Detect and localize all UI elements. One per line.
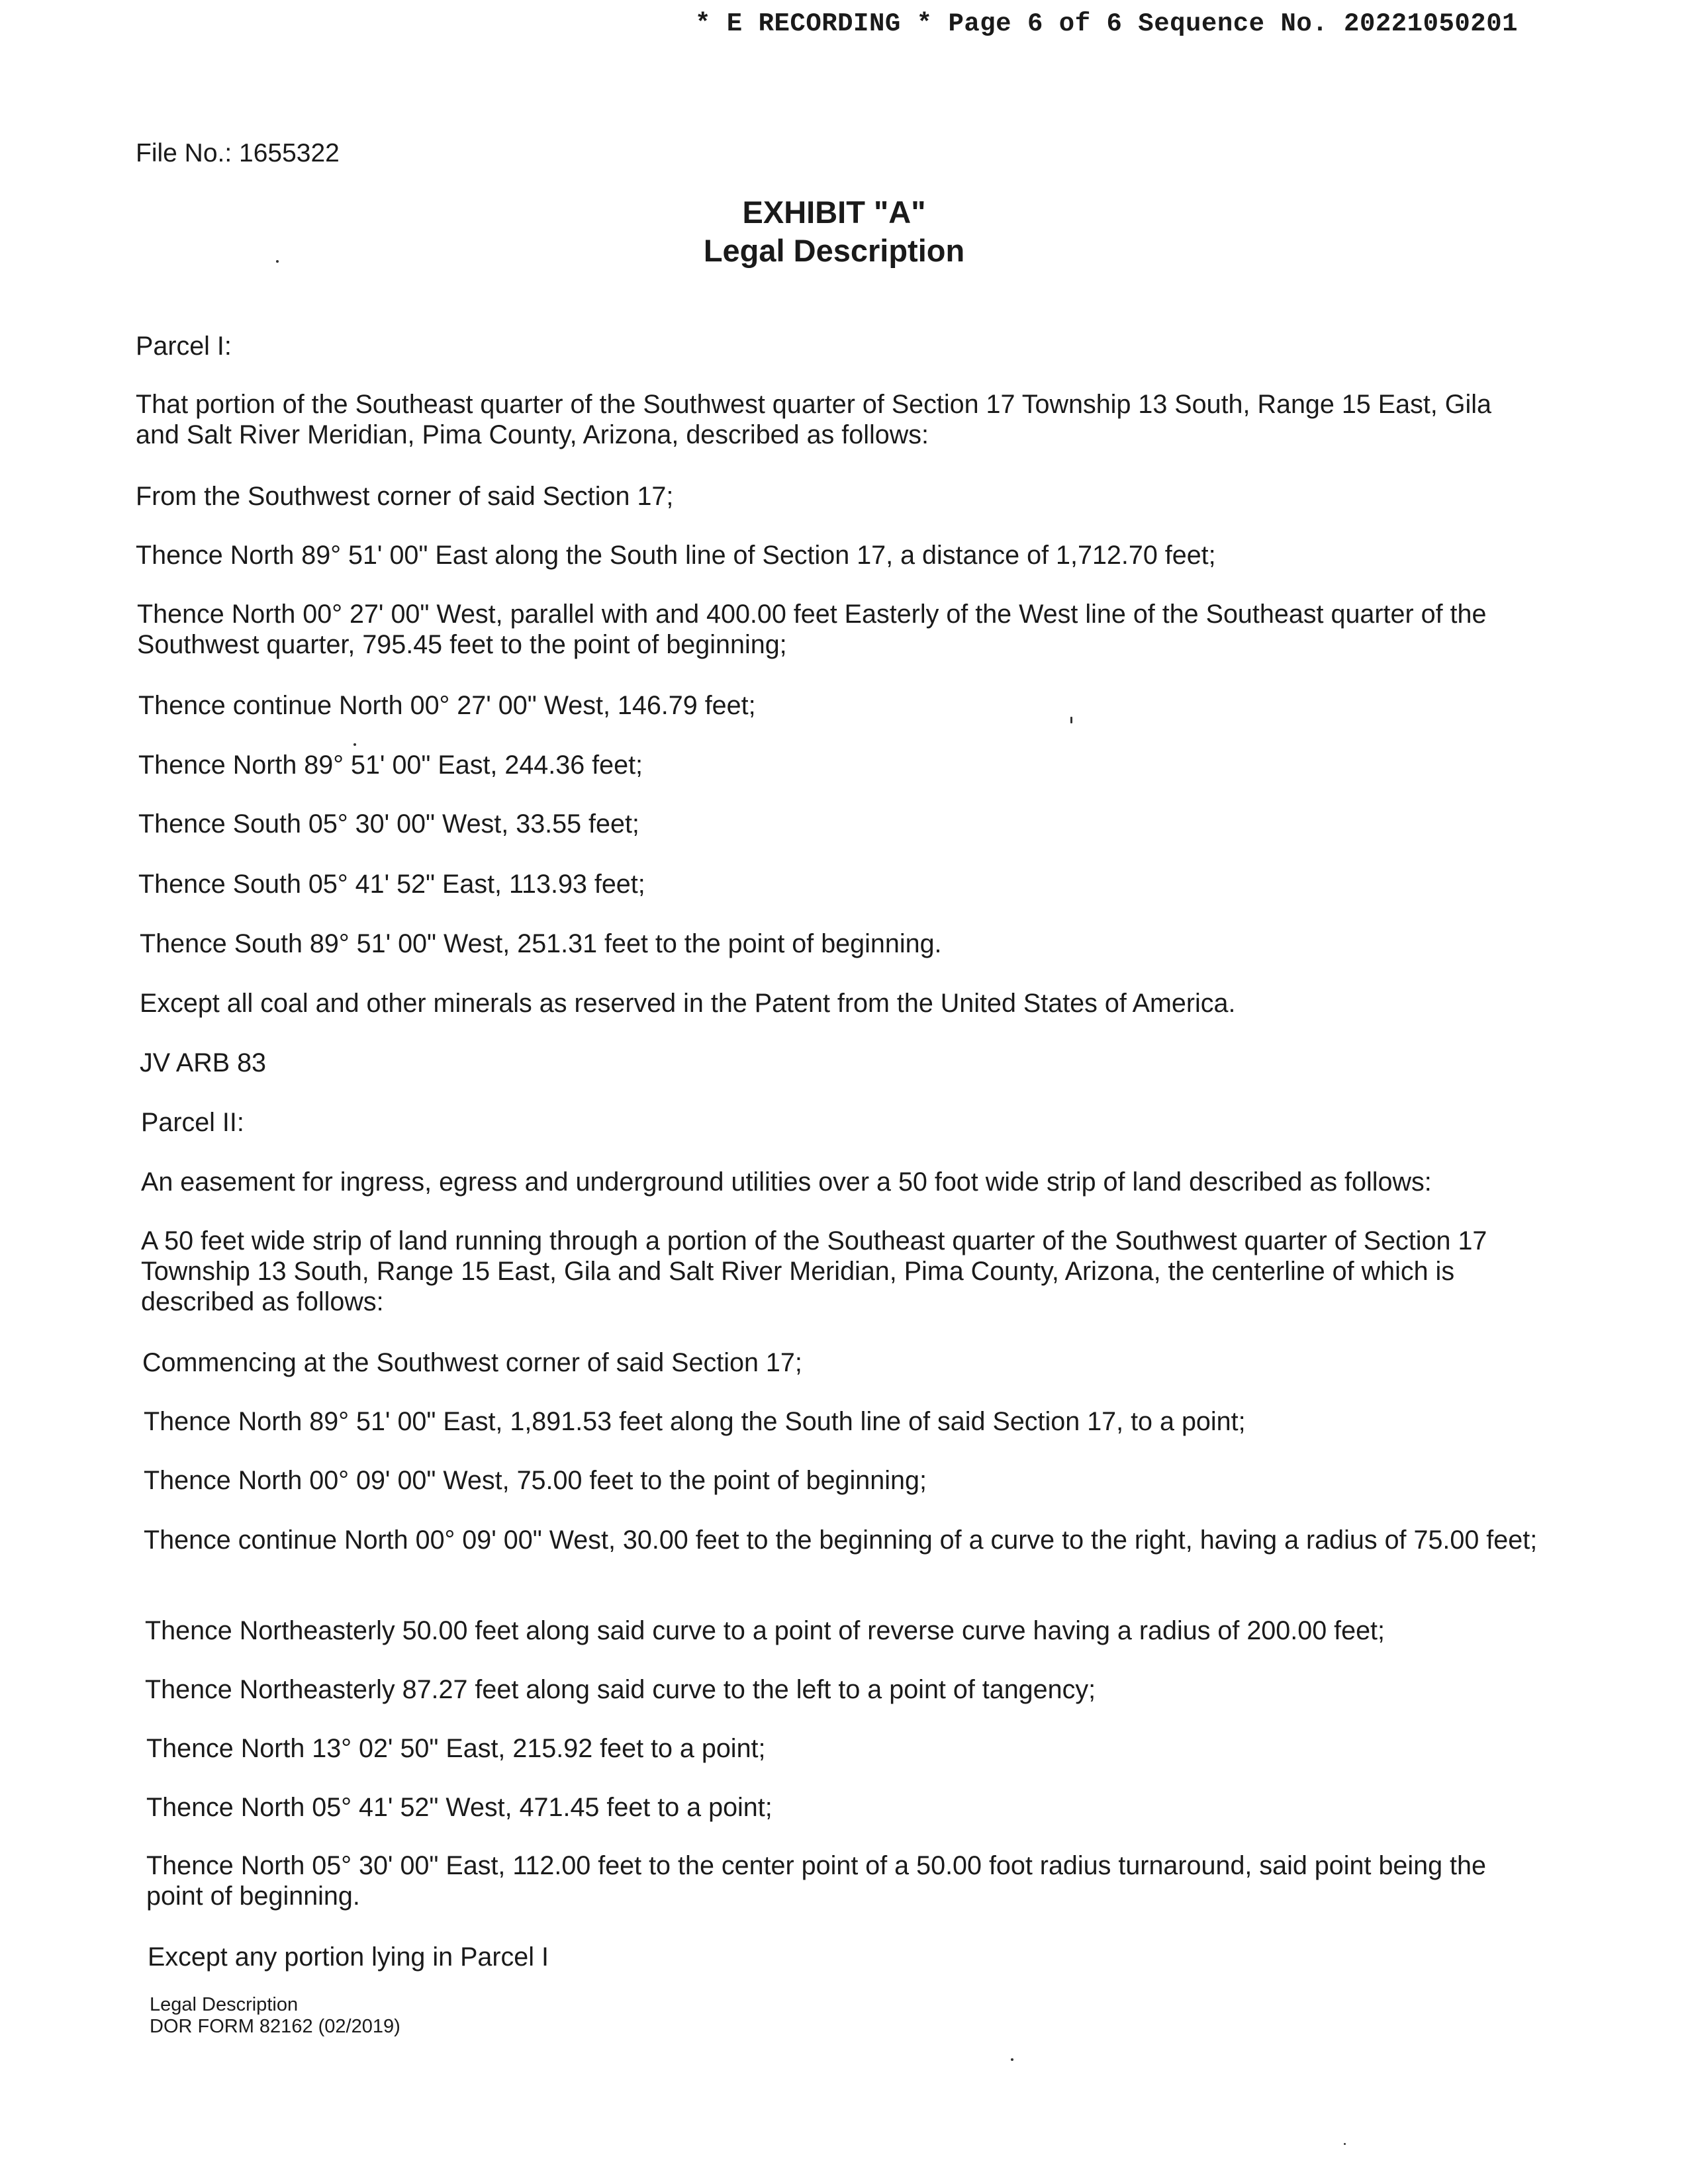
parcel-2-strip-description: A 50 feet wide strip of land running through a portion of the Southeast quarter of the Southwest quarter of Section 17 Township 13 South, Range 15 East, Gila and Salt River Meridian, Pima County, Arizona, the centerline of which is described as follows: bbox=[141, 1226, 1487, 1316]
parcel-2-exception: Except any portion lying in Parcel I bbox=[148, 1942, 549, 1972]
scan-speck bbox=[1344, 2143, 1346, 2145]
parcel-1-call-7: Thence South 05° 41' 52" East, 113.93 feet; bbox=[138, 870, 645, 899]
parcel-1-intro: That portion of the Southeast quarter of the Southwest quarter of Section 17 Township 13 South, Range 15 East, Gila and Salt River Meridian, Pima County, Arizona, described as follows: bbox=[136, 390, 1491, 449]
parcel-2-call-8: Thence North 05° 41' 52" West, 471.45 feet to a point; bbox=[146, 1793, 773, 1822]
scan-speck bbox=[1011, 2058, 1013, 2061]
recording-header: * E RECORDING * Page 6 of 6 Sequence No. 20221050201 bbox=[695, 9, 1518, 38]
exhibit-title bbox=[0, 193, 1668, 270]
legal-description-title: Legal Description bbox=[703, 233, 965, 268]
parcel-1-call-6: Thence South 05° 30' 00" West, 33.55 feet; bbox=[138, 809, 639, 839]
parcel-2-call-5: Thence Northeasterly 50.00 feet along said curve to a point of reverse curve having a radius of 200.00 feet; bbox=[145, 1616, 1385, 1645]
parcel-1-call-5: Thence North 89° 51' 00" East, 244.36 feet; bbox=[138, 751, 643, 780]
parcel-2-call-1: Commencing at the Southwest corner of said Section 17; bbox=[142, 1348, 802, 1377]
scan-speck bbox=[276, 260, 279, 263]
parcel-1-exception: Except all coal and other minerals as reserved in the Patent from the United States of America. bbox=[140, 989, 1236, 1018]
scan-speck bbox=[353, 743, 356, 746]
parcel-1-call-3: Thence North 00° 27' 00" West, parallel with and 400.00 feet Easterly of the West line of the Southeast quarter of the Southwest quarter, 795.45 feet to the point of beginning; bbox=[137, 600, 1487, 659]
parcel-1-heading: Parcel I: bbox=[136, 332, 232, 361]
parcel-1-call-8: Thence South 89° 51' 00" West, 251.31 feet to the point of beginning. bbox=[140, 929, 942, 958]
scan-speck bbox=[1070, 717, 1072, 723]
parcel-2-heading: Parcel II: bbox=[141, 1108, 244, 1137]
parcel-1-reference: JV ARB 83 bbox=[140, 1048, 267, 1077]
parcel-2-call-7: Thence North 13° 02' 50" East, 215.92 feet to a point; bbox=[146, 1734, 766, 1763]
parcel-2-call-2: Thence North 89° 51' 00" East, 1,891.53 feet along the South line of said Section 17, to a point; bbox=[144, 1407, 1246, 1436]
footer-form-number: DOR FORM 82162 (02/2019) bbox=[150, 2016, 400, 2037]
parcel-1-call-1: From the Southwest corner of said Section 17; bbox=[136, 482, 674, 511]
form-footer bbox=[150, 1994, 400, 2038]
exhibit-title-line: EXHIBIT "A" bbox=[742, 195, 926, 230]
parcel-2-call-3: Thence North 00° 09' 00" West, 75.00 feet to the point of beginning; bbox=[144, 1466, 927, 1495]
parcel-2-call-9: Thence North 05° 30' 00" East, 112.00 feet to the center point of a 50.00 foot radius turnaround, said point being the point of beginning. bbox=[146, 1851, 1486, 1911]
parcel-2-call-6: Thence Northeasterly 87.27 feet along said curve to the left to a point of tangency; bbox=[145, 1675, 1096, 1704]
parcel-1-call-2: Thence North 89° 51' 00" East along the South line of Section 17, a distance of 1,712.70 feet; bbox=[136, 541, 1216, 570]
parcel-1-call-4: Thence continue North 00° 27' 00" West, 146.79 feet; bbox=[138, 691, 756, 720]
parcel-2-call-4: Thence continue North 00° 09' 00" West, 30.00 feet to the beginning of a curve to the right, having a radius of 75.00 feet; bbox=[144, 1525, 1538, 1555]
file-number: File No.: 1655322 bbox=[136, 139, 340, 167]
footer-form-title: Legal Description bbox=[150, 1994, 299, 2015]
parcel-2-intro: An easement for ingress, egress and underground utilities over a 50 foot wide strip of land described as follows: bbox=[141, 1167, 1432, 1197]
